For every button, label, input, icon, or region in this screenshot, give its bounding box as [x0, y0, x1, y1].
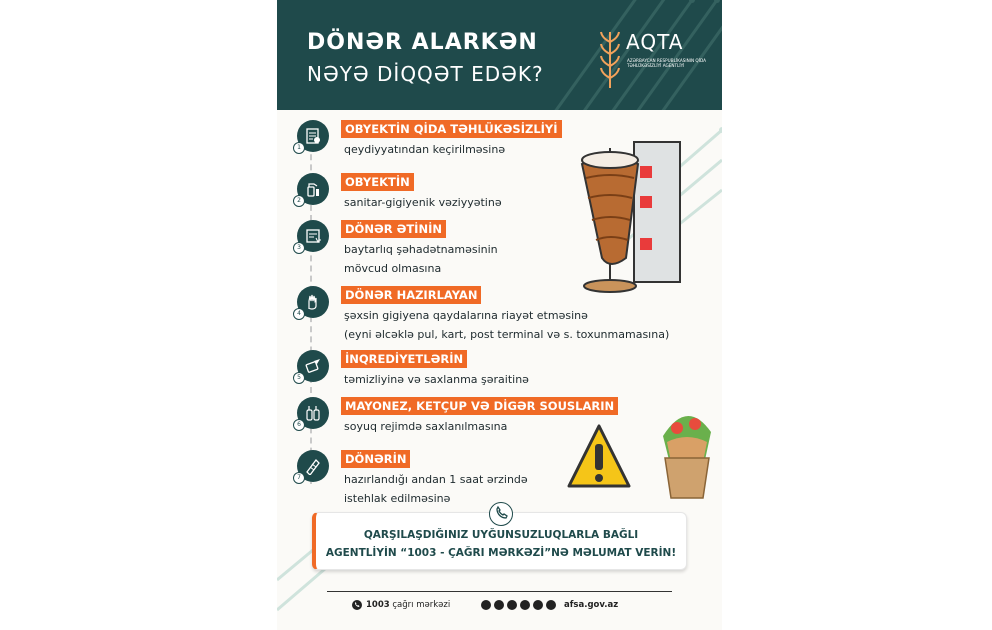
step-label: DÖNƏRİN [341, 450, 410, 468]
step-number: 3 [293, 242, 305, 254]
phone-icon [489, 502, 513, 526]
step-number: 5 [293, 372, 305, 384]
step-label: OBYEKTİN [341, 173, 414, 191]
warning-icon [567, 422, 631, 494]
step-label: DÖNƏR HAZIRLAYAN [341, 286, 481, 304]
footer-divider [327, 591, 672, 592]
doner-grill-illustration [572, 138, 692, 298]
globe-icon[interactable] [481, 600, 491, 610]
poster [277, 0, 722, 630]
step-number: 1 [293, 142, 305, 154]
poster-title: DÖNƏR ALARKƏN [307, 30, 538, 55]
youtube-icon[interactable] [520, 600, 530, 610]
step-description: sanitar-gigiyenik vəziyyətinə [344, 196, 502, 209]
wheat-logo-icon [599, 28, 621, 90]
cta-line-2: AGENTLİYİN “1003 - ÇAĞRI MƏRKƏZİ”NƏ MƏLUMAT VERİN! [325, 547, 677, 559]
step-description: qeydiyyatından keçirilməsinə [344, 143, 506, 156]
step-description: baytarlıq şəhadətnaməsinin mövcud olmasına [344, 243, 498, 275]
telegram-icon[interactable] [546, 600, 556, 610]
facebook-icon[interactable] [494, 600, 504, 610]
x-icon[interactable] [533, 600, 543, 610]
step-description: şəxsin gigiyena qaydalarına riayət etməsinə (eyni əlcəklə pul, kart, post terminal və s. toxunmamasına) [344, 309, 670, 341]
instagram-icon[interactable] [507, 600, 517, 610]
step-description: hazırlandığı andan 1 saat ərzində istehlak edilməsinə [344, 473, 528, 505]
step-label: İNQREDİYETLƏRİN [341, 350, 467, 368]
step-number: 4 [293, 308, 305, 320]
step-number: 6 [293, 419, 305, 431]
logo-name: AQTA [626, 30, 684, 54]
step-label: OBYEKTİN QİDA TƏHLÜKƏSİZLİYİ [341, 120, 562, 138]
logo-subtitle: AZƏRBAYCAN RESPUBLİKASININ QİDA TƏHLÜKƏSİZLİYİ AGENTLİYİ [627, 58, 706, 68]
decorative-lines [522, 0, 722, 110]
step-number: 2 [293, 195, 305, 207]
hotline-phone-icon [352, 600, 362, 610]
cta-line-1: QARŞILAŞDIĞINIZ UYĞUNSUZLUQLARLA BAĞLI [363, 529, 639, 541]
poster-subtitle: NƏYƏ DİQQƏT EDƏK? [307, 62, 544, 86]
step-description: təmizliyinə və saxlanma şəraitinə [344, 373, 529, 386]
step-number: 7 [293, 472, 305, 484]
hotline: 1003 çağrı mərkəzi [366, 600, 451, 610]
step-label: MAYONEZ, KETÇUP VƏ DİGƏR SOUSLARIN [341, 397, 618, 415]
header-banner [277, 0, 722, 110]
doner-wrap-illustration [657, 402, 717, 500]
step-description: soyuq rejimdə saxlanılmasına [344, 420, 508, 433]
website-link[interactable]: afsa.gov.az [564, 600, 619, 610]
step-label: DÖNƏR ƏTİNİN [341, 220, 446, 238]
